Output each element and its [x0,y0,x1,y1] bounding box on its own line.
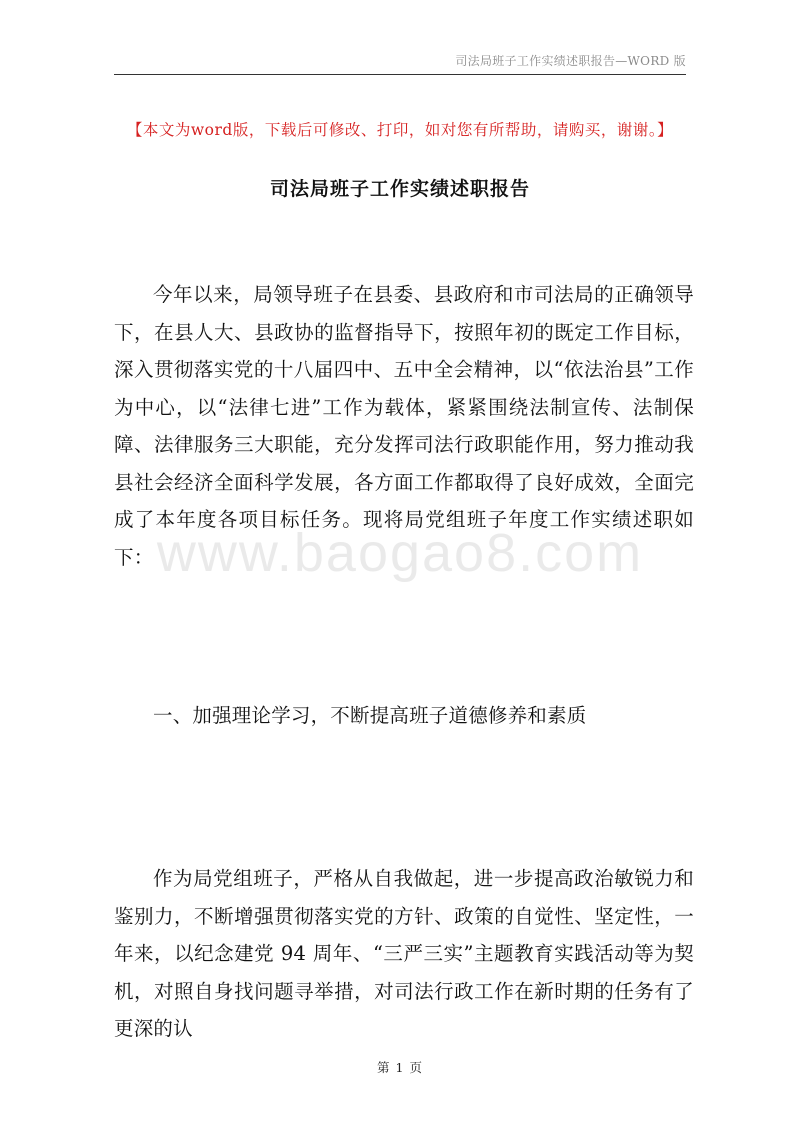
download-notice: 【本文为word版，下载后可修改、打印，如对您有所帮助，请购买，谢谢。】 [126,121,674,139]
page-number: 第 1 页 [377,1060,423,1075]
watermark: www.baogao8.com [156,523,644,583]
header-divider [114,74,686,75]
body-paragraph: 今年以来，局领导班子在县委、县政府和市司法局的正确领导下，在县人大、县政协的监督指导下，按照年初的既定工作目标，深入贯彻落实党的十八届四中、五中全会精神，以“依法治县”工作为中心，以“法律七进”工作为载体，紧紧围绕法制宣传、法制保障、法律服务三大职能，充分发挥司法行政职能作用，努力推动我县社会经济全面科学发展，各方面工作都取得了良好成效，全面完成了本年度各项目标任务。现将局党组班子年度工作实绩述职如下： [114,283,694,569]
document-title: 司法局班子工作实绩述职报告 [269,178,530,200]
body-paragraph: 作为局党组班子，严格从自我做起，进一步提高政治敏锐力和鉴别力，不断增强贯彻落实党的方针、政策的自觉性、坚定性，一年来，以纪念建党 94 周年、“三严三实”主题教育实践活动等为契机，对照自身找问题寻举措，对司法行政工作在新时期的任务有了更深的认 [114,867,694,1040]
section-heading: 一、加强理论学习，不断提高班子道德修养和素质 [153,704,587,727]
running-header: 司法局班子工作实绩述职报告—WORD 版 [455,54,686,68]
